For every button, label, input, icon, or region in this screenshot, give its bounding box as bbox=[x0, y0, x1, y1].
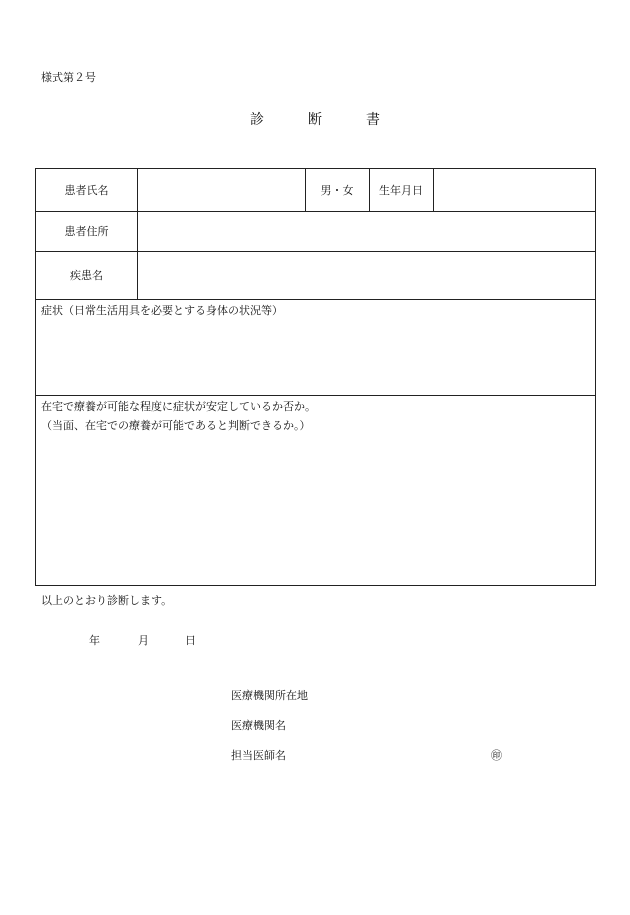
seal-mark: ㊞ bbox=[491, 749, 502, 762]
institution-name-label: 医療機関名 bbox=[231, 719, 286, 732]
title-char-3: 書 bbox=[366, 112, 380, 128]
birthdate-field[interactable] bbox=[434, 169, 595, 211]
symptoms-label: 症状（日常生活用具を必要とする身体の状況等） bbox=[41, 304, 283, 317]
patient-address-field[interactable] bbox=[138, 211, 595, 251]
date-month-label: 月 bbox=[138, 634, 149, 647]
title-char-2: 断 bbox=[308, 112, 322, 128]
home-care-line-2: （当面、在宅での療養が可能であると判断できるか。） bbox=[41, 419, 311, 432]
home-care-field[interactable] bbox=[36, 437, 595, 585]
patient-name-label: 患者氏名 bbox=[64, 184, 109, 197]
symptoms-field[interactable] bbox=[36, 319, 595, 395]
home-care-line-1: 在宅で療養が可能な程度に症状が安定しているか否か。 bbox=[41, 400, 316, 413]
row-divider-3 bbox=[36, 299, 595, 300]
diagnosis-table bbox=[35, 168, 596, 586]
document-title bbox=[0, 109, 630, 129]
row-divider-4 bbox=[36, 395, 595, 396]
disease-name-field[interactable] bbox=[138, 251, 595, 299]
patient-address-label: 患者住所 bbox=[64, 225, 109, 238]
date-day-label: 日 bbox=[185, 634, 196, 647]
title-char-1: 診 bbox=[250, 112, 264, 128]
institution-address-label: 医療機関所在地 bbox=[231, 689, 308, 702]
patient-name-field[interactable] bbox=[138, 169, 305, 211]
disease-name-label: 疾患名 bbox=[70, 269, 103, 282]
sex-label[interactable]: 男・女 bbox=[320, 184, 354, 197]
form-number: 様式第２号 bbox=[41, 71, 96, 84]
birthdate-label: 生年月日 bbox=[379, 184, 423, 197]
doctor-name-label: 担当医師名 bbox=[231, 749, 286, 762]
date-year-label: 年 bbox=[89, 634, 100, 647]
diagnosis-statement: 以上のとおり診断します。 bbox=[41, 594, 173, 607]
home-care-question bbox=[41, 397, 316, 435]
